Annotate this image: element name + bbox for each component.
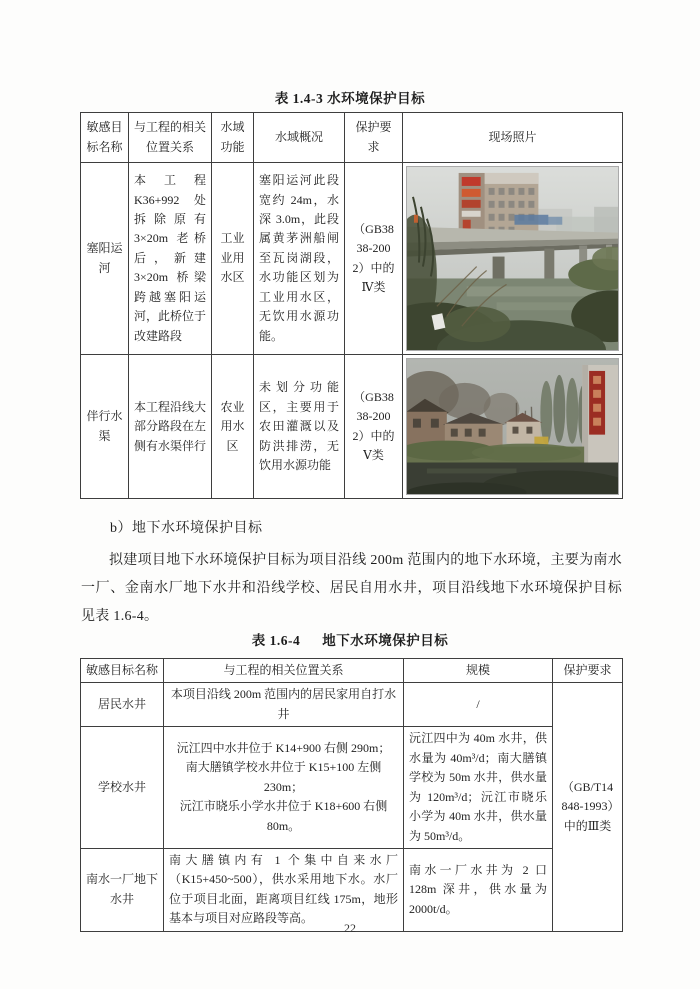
water-overview-cell: 未划分功能区，主要用于农田灌溉以及防洪排涝，无饮用水源功能 — [254, 355, 345, 499]
header-protection-req: 保护要求 — [345, 113, 403, 163]
protection-req-merged-cell: （GB/T14848-1993）中的Ⅲ类 — [553, 683, 623, 931]
protection-req-cell: （GB3838-2002）中的Ⅴ类 — [345, 355, 403, 499]
header-relation: 与工程的相关位置关系 — [164, 659, 404, 683]
relation-cell: 本工程 K36+992 处拆除原有 3×20m 老桥后，新建 3×20m 桥梁跨越塞阳运河，此桥位于改建路段 — [129, 163, 212, 355]
relation-cell: 本项目沿线 200m 范围内的居民家用自打水井 — [164, 683, 404, 727]
site-photo-cell — [403, 163, 623, 355]
canal-photo — [406, 358, 619, 495]
table-row — [81, 848, 623, 931]
table-row — [81, 163, 623, 355]
relation-line: 沅江市晓乐小学水井位于 K18+600 右侧 80m。 — [179, 799, 388, 833]
target-name: 南水一厂地下水井 — [81, 848, 164, 931]
target-name: 塞阳运河 — [81, 163, 129, 355]
table-row — [81, 683, 623, 727]
table1-title: 表 1.4-3 水环境保护目标 — [274, 91, 426, 106]
header-relation: 与工程的相关位置关系 — [129, 113, 212, 163]
header-water-overview: 水域概况 — [254, 113, 345, 163]
target-name: 学校水井 — [81, 727, 164, 849]
header-sensitive-target: 敏感目标名称 — [81, 659, 164, 683]
header-site-photo: 现场照片 — [403, 113, 623, 163]
table-header-row — [81, 659, 623, 683]
scale-cell: / — [404, 683, 553, 727]
relation-cell: 本工程沿线大部分路段在左侧有水渠伴行 — [129, 355, 212, 499]
relation-cell — [164, 727, 404, 849]
table2-title-label: 表 1.6-4 — [251, 633, 301, 648]
bridge-photo — [406, 166, 619, 351]
relation-line: 南大膳镇学校水井位于 K15+100 左侧 230m； — [185, 760, 382, 794]
header-scale: 规模 — [404, 659, 553, 683]
protection-req-cell: （GB3838-2002）中的Ⅳ类 — [345, 163, 403, 355]
header-protection-req: 保护要求 — [553, 659, 623, 683]
table-row — [81, 355, 623, 499]
water-function-cell: 工业业用水区 — [212, 163, 254, 355]
target-name: 居民水井 — [81, 683, 164, 727]
header-sensitive-target: 敏感目标名称 — [81, 113, 129, 163]
table-header-row — [81, 113, 623, 163]
target-name: 伴行水渠 — [81, 355, 129, 499]
scale-cell: 沅江四中为 40m 水井，供水量为 40m³/d；南大膳镇学校为 50m 水井，供水量为 120m³/d；沅江市晓乐小学为 40m 水井，供水量为 50m³/d。 — [404, 727, 553, 849]
table2-title — [0, 629, 700, 649]
scale-cell: 南水一厂水井为 2 口 128m 深井，供水量为 2000t/d。 — [404, 848, 553, 931]
site-photo-cell — [403, 355, 623, 499]
table2-title-text: 地下水环境保护目标 — [322, 633, 449, 648]
water-overview-cell: 塞阳运河此段宽约 24m，水深 3.0m，此段属黄茅洲船闸至瓦岗湖段，水功能区划为工业用水区，无饮用水源功能。 — [254, 163, 345, 355]
table-row — [81, 727, 623, 849]
section-heading-groundwater: b）地下水环境保护目标 — [110, 521, 263, 536]
water-function-cell: 农业用水区 — [212, 355, 254, 499]
relation-cell: 南大膳镇内有 1 个集中自来水厂（K15+450~500），供水采用地下水。水厂位于项目北面，距离项目红线 175m，地形基本与项目对应路段等高。 — [164, 848, 404, 931]
header-water-function: 水域功能 — [212, 113, 254, 163]
body-paragraph: 拟建项目地下水环境保护目标为项目沿线 200m 范围内的地下水环境，主要为南水一厂、金南水厂地下水井和沿线学校、居民自用水井，项目沿线地下水环境保护目标见表 1.6-4。 — [81, 553, 622, 624]
water-env-protection-table — [80, 112, 623, 499]
relation-line: 沅江四中水井位于 K14+900 右侧 290m； — [176, 741, 391, 756]
groundwater-protection-table — [80, 658, 623, 932]
page-number: 22 — [344, 921, 356, 935]
